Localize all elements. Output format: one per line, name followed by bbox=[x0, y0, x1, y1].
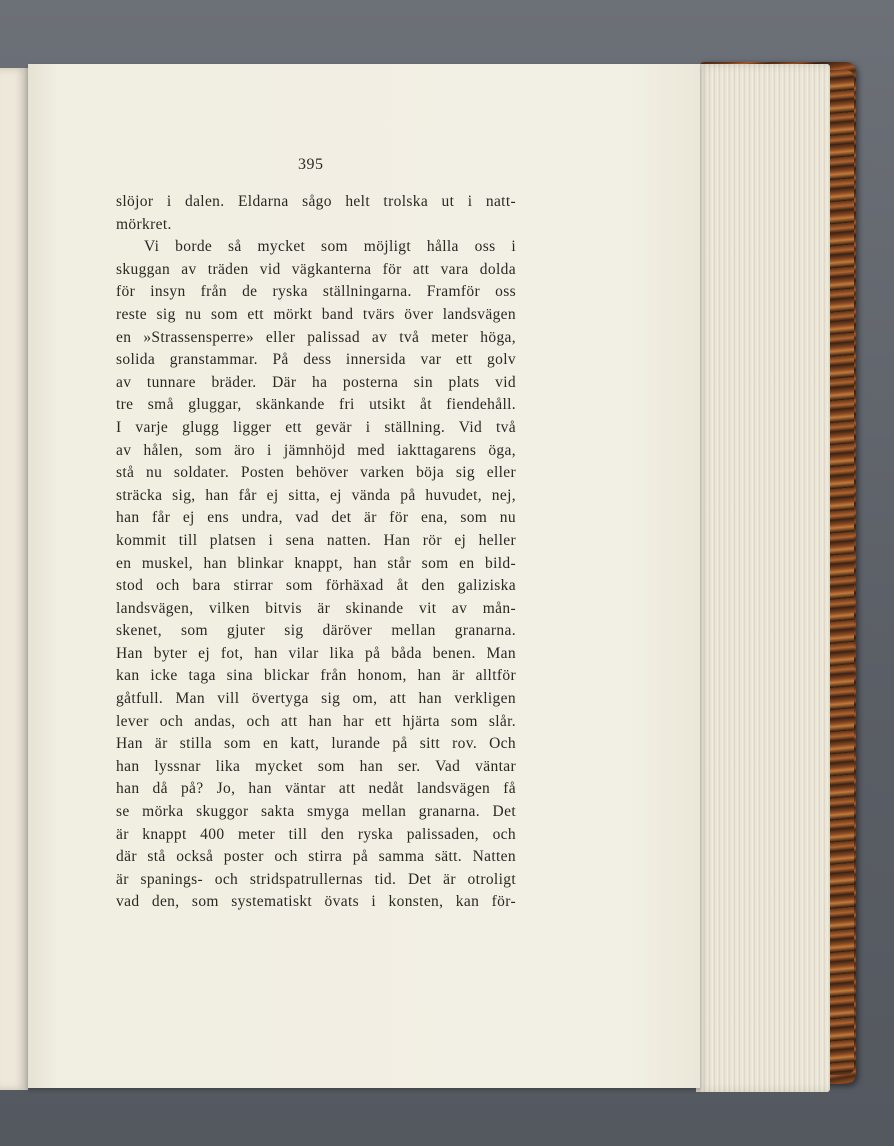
text-line: Vi borde så mycket som möjligt hålla oss i bbox=[144, 238, 516, 256]
text-line: han lyssnar lika mycket som han ser. Vad väntar bbox=[116, 757, 516, 775]
text-line: slöjor i dalen. Eldarna sågo helt trolska ut i natt- bbox=[116, 193, 516, 210]
text-line: landsvägen, vilken bitvis är skinande vit av mån- bbox=[116, 599, 516, 617]
text-line: reste sig nu som ett mörkt band tvärs över landsvägen bbox=[116, 305, 516, 323]
book-cover-edge bbox=[826, 70, 854, 1075]
text-line: är spanings- och stridspatrullernas tid. Det är otroligt bbox=[116, 870, 516, 888]
text-line: skuggan av träden vid vägkanterna för att vara dolda bbox=[116, 260, 516, 278]
text-line: Han är stilla som en katt, lurande på sitt rov. Och bbox=[116, 735, 516, 753]
text-line: I varje glugg ligger ett gevär i ställning. Vid två bbox=[116, 418, 516, 436]
text-line: av tunnare bräder. Där ha posterna sin plats vid bbox=[116, 373, 516, 391]
previous-page-edge bbox=[0, 68, 28, 1090]
text-line: Han byter ej fot, han vilar lika på båda benen. Man bbox=[116, 644, 516, 662]
text-line: av hålen, som äro i jämnhöjd med iakttagarens öga, bbox=[116, 441, 516, 459]
text-line: gåtfull. Man vill övertyga sig om, att han verkligen bbox=[116, 690, 516, 708]
text-line: han får ej ens undra, vad det är för ena, som nu bbox=[116, 509, 516, 527]
text-line: är knappt 400 meter till den ryska palissaden, och bbox=[116, 825, 516, 843]
text-line: skenet, som gjuter sig däröver mellan granarna. bbox=[116, 622, 516, 640]
text-line: en »Strassensperre» eller palissad av två meter höga, bbox=[116, 328, 516, 346]
text-line: stå nu soldater. Posten behöver varken böja sig eller bbox=[116, 464, 516, 482]
page-edges bbox=[696, 64, 830, 1092]
text-line: se mörka skuggor sakta smyga mellan granarna. Det bbox=[116, 803, 516, 821]
page-body-text bbox=[116, 191, 516, 914]
text-line: tre små gluggar, skänkande fri utsikt åt fiendehåll. bbox=[116, 396, 516, 414]
page-number: 395 bbox=[298, 156, 324, 173]
text-line: för insyn från de ryska ställningarna. Framför oss bbox=[116, 283, 516, 301]
text-line: kan icke taga sina blickar från honom, han är alltför bbox=[116, 667, 516, 685]
text-line: stod och bara stirrar som förhäxad åt den galiziska bbox=[116, 577, 516, 595]
text-line: solida granstammar. På dess innersida var ett golv bbox=[116, 351, 516, 369]
text-line: kommit till platsen i sena natten. Han rör ej heller bbox=[116, 531, 516, 549]
text-line: lever och andas, och att han har ett hjärta som slår. bbox=[116, 712, 516, 730]
text-line: en muskel, han blinkar knappt, han står som en bild- bbox=[116, 554, 516, 572]
text-line: sträcka sig, han får ej sitta, ej vända på huvudet, nej, bbox=[116, 486, 516, 504]
text-line: han då på? Jo, han väntar att nedåt landsvägen få bbox=[116, 780, 516, 798]
text-line: där stå också poster och stirra på samma sätt. Natten bbox=[116, 848, 516, 866]
text-line: vad den, som systematiskt övats i konsten, kan för- bbox=[116, 893, 516, 911]
text-line: mörkret. bbox=[116, 215, 172, 233]
